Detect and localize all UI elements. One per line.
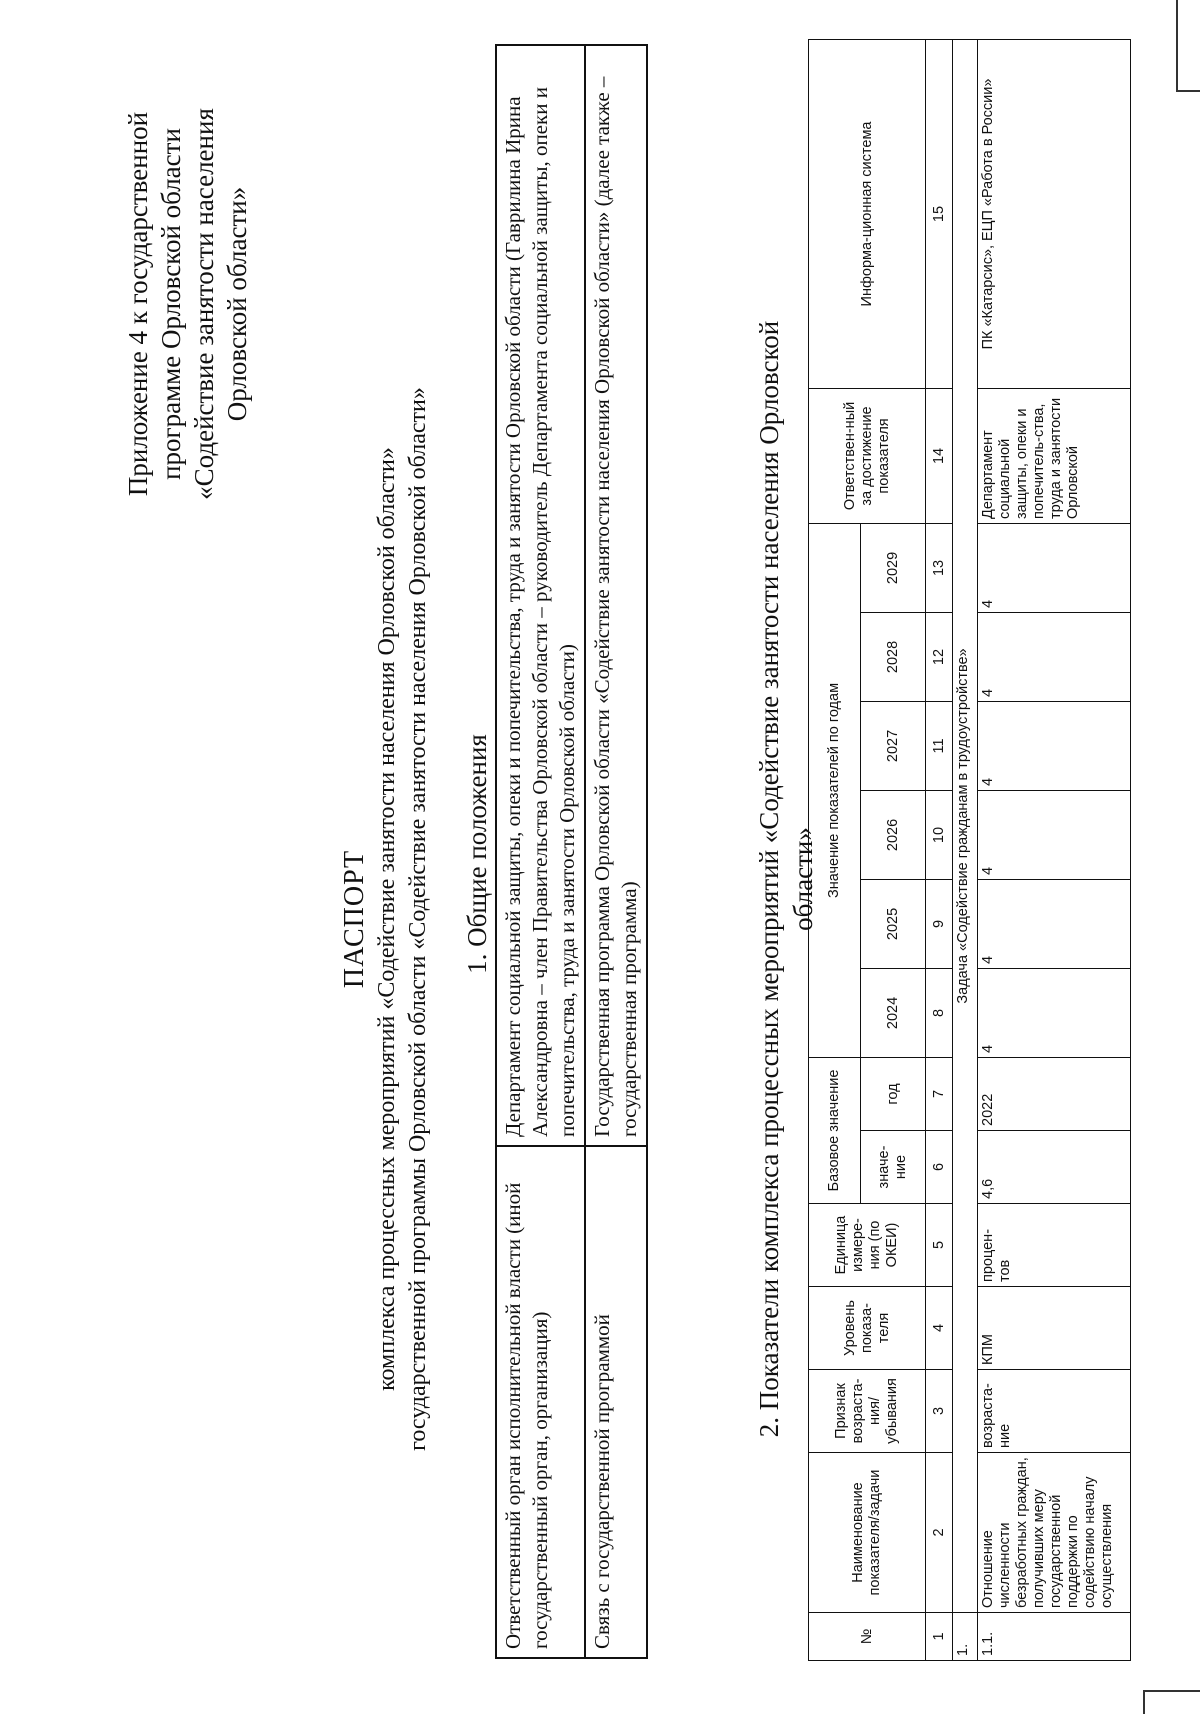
year-value: 4 (978, 879, 1131, 968)
column-number: 3 (926, 1370, 953, 1453)
indicator-name: Отношение численности безработных граждан, получивших меру государственной поддержки по содействию началу осуществления (978, 1453, 1131, 1613)
column-number: 8 (926, 968, 953, 1057)
header-name: Наименование показателя/задачи (809, 1453, 926, 1613)
header-year: 2029 (861, 523, 926, 612)
column-number: 4 (926, 1287, 953, 1370)
table-row (496, 45, 585, 1658)
section1-heading: 1. Общие положения (462, 734, 492, 974)
header-year: 2025 (861, 879, 926, 968)
header-level: Уровень показа-теля (809, 1287, 926, 1370)
document-title (338, 354, 434, 1484)
column-number: 14 (926, 388, 953, 523)
header-base-year: год (861, 1057, 926, 1130)
base-year: 2022 (978, 1057, 1131, 1130)
year-value: 4 (978, 968, 1131, 1057)
column-number: 12 (926, 612, 953, 701)
base-value: 4,6 (978, 1131, 1131, 1204)
column-number: 2 (926, 1453, 953, 1613)
header-row (809, 40, 861, 1661)
indicators-table (808, 39, 1131, 1661)
appendix-line: Орловской области» (222, 186, 252, 422)
responsible-body: Департамент социальной защиты, опеки и попечитель-ства, труда и занятости Орловской (978, 388, 1131, 523)
header-system: Информа-ционная система (809, 40, 926, 389)
year-value: 4 (978, 612, 1131, 701)
row-value: Государственная программа Орловской области «Содействие занятости населения Орловской области» (далее также – государственная программа) (585, 45, 647, 1146)
header-responsible: Ответствен-ный за достижение показателя (809, 388, 926, 523)
header-year: 2028 (861, 612, 926, 701)
header-trend: Признак возраста-ния/ убывания (809, 1370, 926, 1453)
header-base: Базовое значение (809, 1057, 861, 1203)
column-number: 1 (926, 1613, 953, 1661)
column-number: 10 (926, 790, 953, 879)
indicator-trend: возраста-ние (978, 1370, 1131, 1453)
task-row (953, 40, 978, 1661)
column-number: 13 (926, 523, 953, 612)
row-value: Департамент социальной защиты, опеки и попечительства, труда и занятости Орловской области (Гаврилина Ирина Александровна – член Правительства Орловской области – руководитель Департамента социальной защиты, опеки и попечительства, труда и занятости Орловской области) (496, 45, 585, 1146)
column-number: 9 (926, 879, 953, 968)
information-system: ПК «Катарсис», ЕЦП «Работа в России» (978, 40, 1131, 389)
appendix-line: Приложение 4 к государственной (123, 111, 153, 497)
header-unit: Единица измере-ния (по ОКЕИ) (809, 1204, 926, 1287)
row-label: Связь с государственной программой (585, 1146, 647, 1658)
header-year: 2027 (861, 701, 926, 790)
section2-heading: 2. Показатели комплекса процессных мероприятий «Содействие занятости населения Орловской области» (754, 320, 818, 1438)
year-value: 4 (978, 701, 1131, 790)
indicator-level: КПМ (978, 1287, 1131, 1370)
table-row (978, 40, 1131, 1661)
header-no: № (809, 1613, 926, 1661)
task-number: 1. (953, 1613, 978, 1661)
title-line: государственной программы Орловской области «Содействие занятости населения Орловской области» (405, 387, 431, 1451)
header-base-value: значе-ние (861, 1131, 926, 1204)
year-value: 4 (978, 790, 1131, 879)
column-number: 11 (926, 701, 953, 790)
task-label: Задача «Содействие гражданам в трудоустройстве» (953, 40, 978, 1613)
year-value: 4 (978, 523, 1131, 612)
appendix-note (122, 54, 254, 554)
header-year: 2026 (861, 790, 926, 879)
title-heading: ПАСПОРТ (339, 849, 370, 989)
row-number: 1.1. (978, 1613, 1131, 1661)
header-years-group: Значение показателей по годам (809, 523, 861, 1057)
title-line: комплекса процессных мероприятий «Содействие занятости населения Орловской области» (374, 447, 400, 1391)
header-year: 2024 (861, 968, 926, 1057)
appendix-line: «Содействие занятости населения (189, 108, 219, 500)
general-info-table (495, 44, 648, 1659)
appendix-line: программе Орловской области (156, 128, 186, 480)
row-label: Ответственный орган исполнительной власти (иной государственный орган, организация) (496, 1146, 585, 1658)
table-row (585, 45, 647, 1658)
indicator-unit: процен-тов (978, 1204, 1131, 1287)
column-number: 15 (926, 40, 953, 389)
column-number: 6 (926, 1131, 953, 1204)
column-number: 7 (926, 1057, 953, 1130)
column-number-row (926, 40, 953, 1661)
column-number: 5 (926, 1204, 953, 1287)
